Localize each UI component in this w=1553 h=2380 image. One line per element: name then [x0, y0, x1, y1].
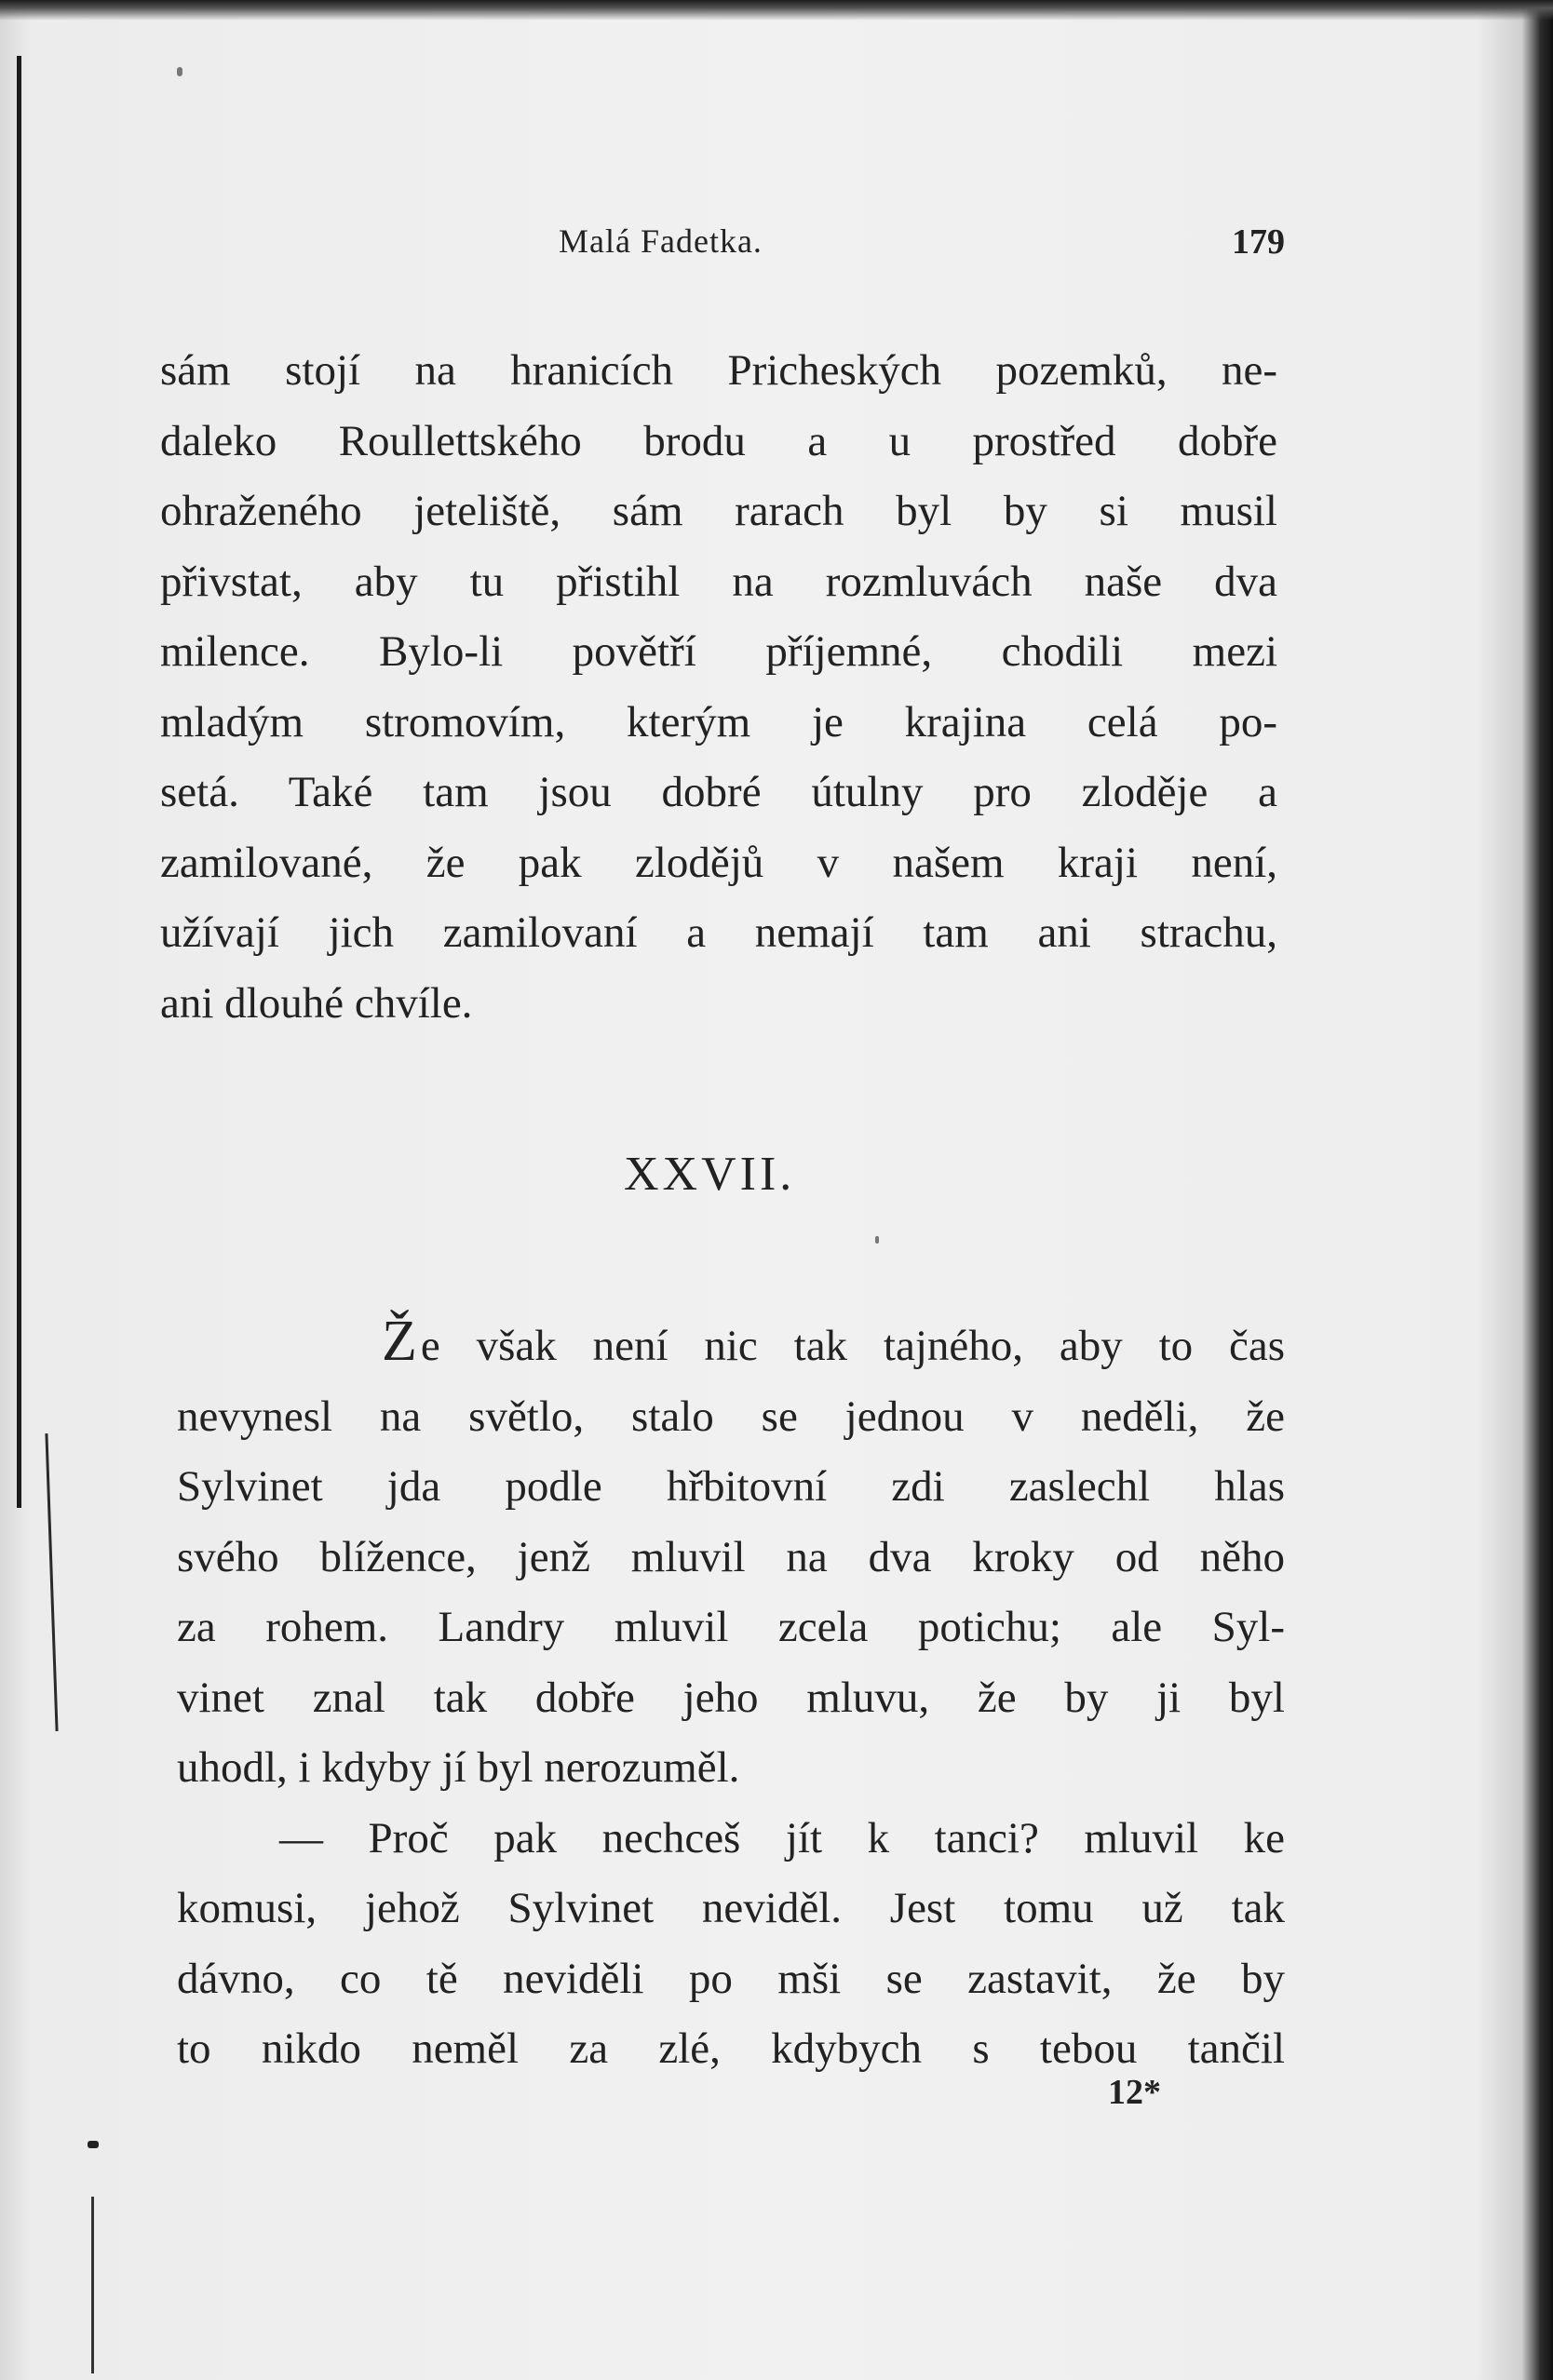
binding-shadow-line [17, 56, 21, 1508]
text-line: nevynesl na světlo, stalo se jednou v neděli, že [177, 1392, 1285, 1441]
scan-top-edge [0, 0, 1553, 20]
signature-mark: 12* [1108, 2073, 1161, 2112]
binding-shadow-line-bottom [91, 2197, 94, 2373]
text-line: sám stojí na hranicích Pricheských pozemků, ne- [160, 346, 1277, 395]
text-line: to nikdo neměl za zlé, kdybych s tebou tančil [177, 2024, 1285, 2073]
first-line-rest: e však není nic tak tajného, aby to čas [420, 1322, 1285, 1370]
text-line: vinet znal tak dobře jeho mluvu, že by ji byl [177, 1673, 1285, 1722]
text-line: přivstat, aby tu přistihl na rozmluvách naše dva [160, 557, 1277, 606]
paragraph-continued [160, 336, 1277, 1039]
text-line: milence. Bylo-li povětří příjemné, chodili mezi [160, 627, 1277, 676]
text-line: setá. Také tam jsou dobré útulny pro zloděje a [160, 768, 1277, 816]
running-header [559, 222, 1285, 268]
scan-speck [875, 1236, 879, 1244]
text-line: — Proč pak nechceš jít k tanci? mluvil ke [279, 1813, 1285, 1862]
chapter-text [177, 1307, 1285, 2085]
scan-speck [177, 67, 182, 76]
text-line: daleko Roullettského brodu a u prostřed dobře [160, 416, 1277, 465]
running-title: Malá Fadetka. [559, 222, 763, 260]
text-line: mladým stromovím, kterým je krajina celá po- [160, 697, 1277, 746]
text-line-first [177, 1307, 1285, 1382]
text-line: za rohem. Landry mluvil zcela potichu; ale Syl- [177, 1603, 1285, 1651]
text-line: užívají jich zamilovaní a nemají tam ani strachu, [160, 908, 1277, 957]
text-line: uhodl, i kdyby jí byl nerozuměl. [177, 1743, 740, 1792]
text-line: dávno, co tě neviděli po mši se zastavit, že by [177, 1954, 1285, 2003]
scan-speck [88, 2141, 99, 2148]
chapter-heading: XXVII. [624, 1148, 796, 1201]
text-line: ohraženého jeteliště, sám rarach byl by si musil [160, 487, 1277, 535]
binding-shadow-line-lower [45, 1433, 58, 1731]
page-number: 179 [1232, 222, 1285, 262]
text-line: svého blížence, jenž mluvil na dva kroky od něho [177, 1532, 1285, 1581]
text-line: ani dlouhé chvíle. [160, 978, 473, 1028]
text-line: Sylvinet jda podle hřbitovní zdi zaslechl hlas [177, 1462, 1285, 1511]
text-line: komusi, jehož Sylvinet neviděl. Jest tomu už tak [177, 1884, 1285, 1932]
drop-cap: Ž [382, 1310, 417, 1373]
text-line: zamilované, že pak zlodějů v našem kraji není, [160, 838, 1277, 887]
